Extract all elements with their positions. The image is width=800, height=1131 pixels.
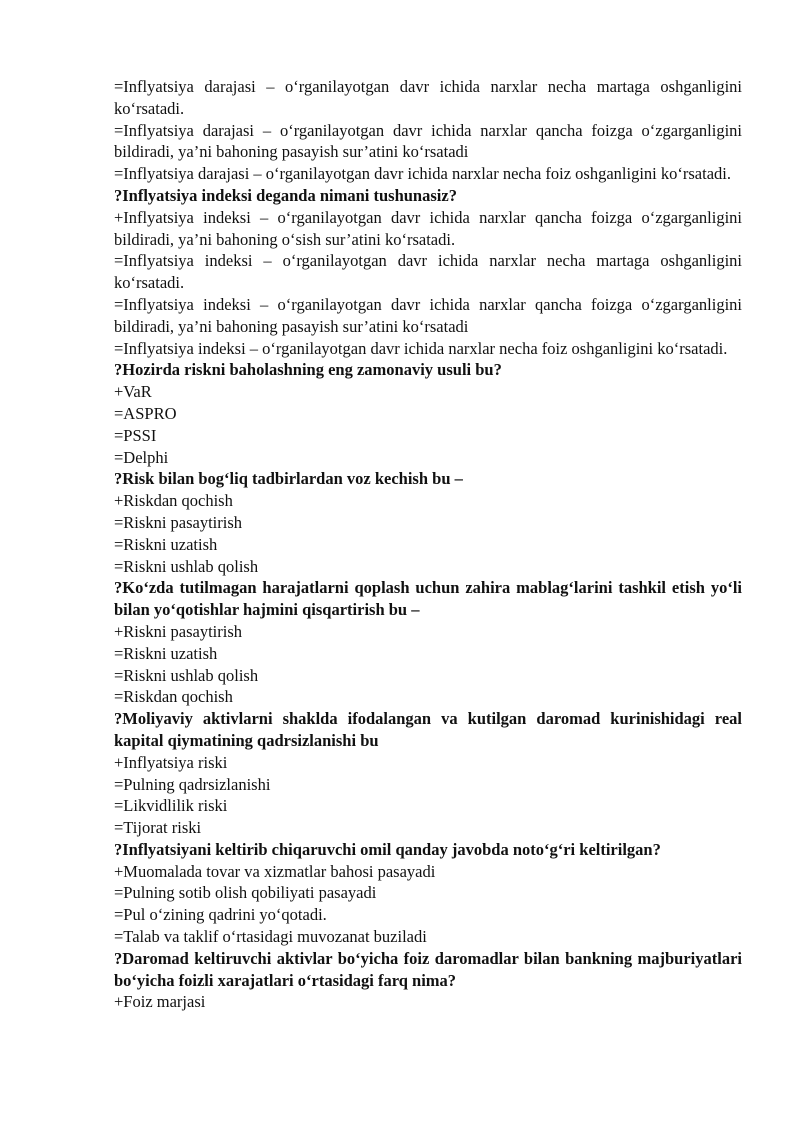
answer-option-text: =Likvidlilik riski <box>114 796 228 816</box>
question-text: ?Moliyaviy aktivlarni shaklda ifodalangan va kutilgan daromad kurinishidagi real kapital qiymatining qadrsizlanishi bu <box>114 709 742 750</box>
answer-option-text: =Riskni uzatish <box>114 534 218 554</box>
question-text: ?Inflyatsiya indeksi deganda nimani tushunasiz? <box>114 185 457 205</box>
answer-option-text: =Inflyatsiya darajasi – o‘rganilayotgan davr ichida narxlar necha foiz oshganligini ko‘rsatadi. <box>114 164 731 184</box>
correct-answer-text: +VaR <box>114 382 152 402</box>
answer-option-text: =Inflyatsiya indeksi – o‘rganilayotgan davr ichida narxlar necha foiz oshganligini ko‘rsatadi. <box>114 338 728 358</box>
answer-option-text: =Riskdan qochish <box>114 687 233 707</box>
answer-option-text: =ASPRO <box>114 403 177 423</box>
question-text: ?Ko‘zda tutilmagan harajatlarni qoplash uchun zahira mablag‘larini tashkil etish yo‘li bilan yo‘qotishlar hajmini qisqartirish bu – <box>114 578 742 620</box>
answer-option-text: =Pulning sotib olish qobiliyati pasayadi <box>114 883 377 903</box>
answer-option-text: =PSSI <box>114 425 157 445</box>
document-body <box>114 76 742 1013</box>
correct-answer-text: +Riskni pasaytirish <box>114 621 243 641</box>
correct-answer-text: +Inflyatsiya indeksi – o‘rganilayotgan davr ichida narxlar qancha foizga o‘zgarganligini bildiradi, ya’ni bahoning o‘sish sur’atini ko‘rsatadi. <box>114 207 742 249</box>
correct-answer-text: +Muomalada tovar va xizmatlar bahosi pasayadi <box>114 861 436 881</box>
answer-option-text: =Inflyatsiya indeksi – o‘rganilayotgan davr ichida narxlar qancha foizga o‘zgarganligini bildiradi, ya’ni bahoning pasayish sur’atini ko‘rsatadi <box>114 294 742 336</box>
answer-option-text: =Tijorat riski <box>114 818 202 838</box>
question-text: ?Inflyatsiyani keltirib chiqaruvchi omil qanday javobda noto‘g‘ri keltirilgan? <box>114 839 661 859</box>
answer-option-text: =Riskni uzatish <box>114 643 218 663</box>
answer-option-text: =Delphi <box>114 447 169 467</box>
answer-option-text: =Inflyatsiya darajasi – o‘rganilayotgan davr ichida narxlar necha martaga oshganligini ko‘rsatadi. <box>114 77 742 118</box>
answer-option-text: =Pulning qadrsizlanishi <box>114 774 271 794</box>
correct-answer-text: +Inflyatsiya riski <box>114 752 228 772</box>
correct-answer-text: +Riskdan qochish <box>114 491 233 511</box>
answer-option-text: =Riskni pasaytirish <box>114 512 243 532</box>
correct-answer-text: +Foiz marjasi <box>114 992 206 1012</box>
answer-option-text: =Inflyatsiya darajasi – o‘rganilayotgan davr ichida narxlar qancha foizga o‘zgarganligini bildiradi, ya’ni bahoning pasayish sur’atini ko‘rsatadi <box>114 120 742 162</box>
answer-option-text: =Inflyatsiya indeksi – o‘rganilayotgan davr ichida narxlar necha martaga oshganligini ko‘rsatadi. <box>114 251 742 293</box>
answer-option-text: =Pul o‘zining qadrini yo‘qotadi. <box>114 905 327 925</box>
question-text: ?Hozirda riskni baholashning eng zamonaviy usuli bu? <box>114 360 502 380</box>
question-text: ?Risk bilan bog‘liq tadbirlardan voz kechish bu – <box>114 469 463 489</box>
answer-option-text: =Riskni ushlab qolish <box>114 556 259 576</box>
answer-option-text: =Riskni ushlab qolish <box>114 665 259 685</box>
answer-option-text: =Talab va taklif o‘rtasidagi muvozanat buziladi <box>114 927 427 947</box>
question-text: ?Daromad keltiruvchi aktivlar bo‘yicha foiz daromadlar bilan bankning majburiyatlari bo‘yicha foizli xarajatlari o‘rtasidagi farq nima? <box>114 948 742 990</box>
